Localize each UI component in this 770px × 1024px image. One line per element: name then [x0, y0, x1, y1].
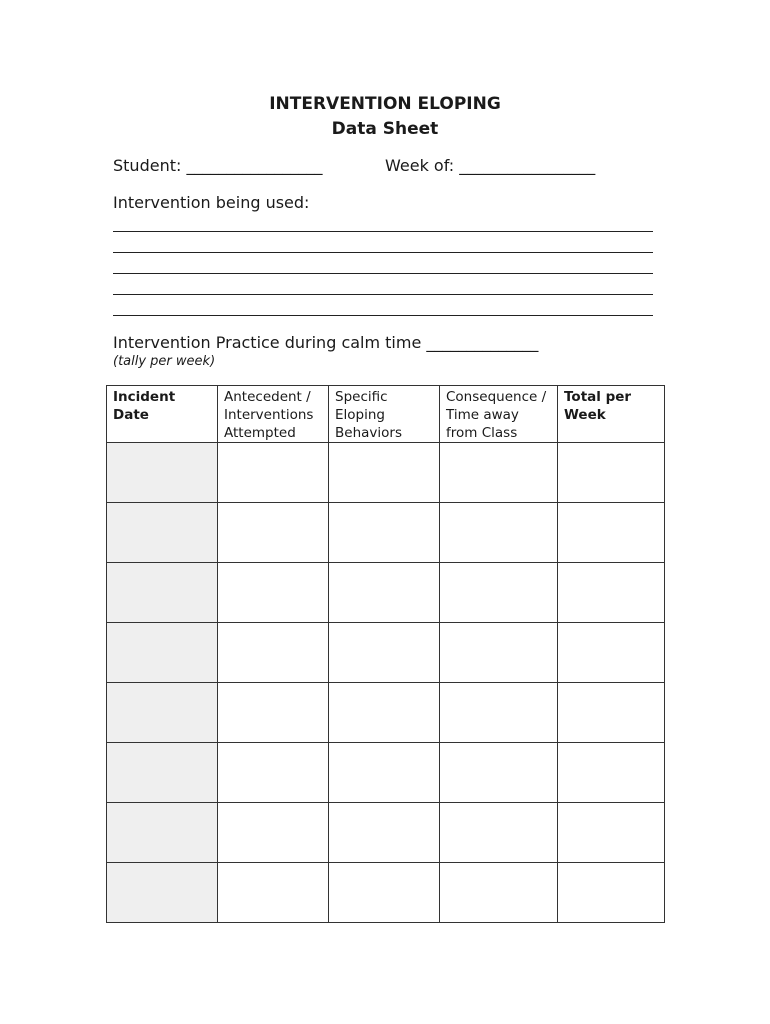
incident-date-cell[interactable] [107, 623, 218, 683]
antecedent-cell[interactable] [218, 623, 329, 683]
behaviors-cell[interactable] [329, 503, 440, 563]
total-cell[interactable] [558, 563, 665, 623]
header-antecedent [218, 386, 329, 443]
practice-field[interactable]: Intervention Practice during calm time ______________ [113, 333, 539, 352]
header-line: Time away [446, 407, 519, 423]
header-specific-behaviors [329, 386, 440, 443]
incident-table [106, 385, 665, 923]
header-line: Week [564, 407, 606, 423]
header-total-per-week [558, 386, 665, 443]
header-consequence [440, 386, 558, 443]
intervention-line-3[interactable] [113, 273, 653, 274]
tally-note: (tally per week) [113, 354, 216, 369]
table-header-row [107, 386, 665, 443]
antecedent-cell[interactable] [218, 743, 329, 803]
antecedent-cell[interactable] [218, 863, 329, 923]
consequence-cell[interactable] [440, 863, 558, 923]
incident-date-cell[interactable] [107, 803, 218, 863]
header-line: Antecedent / [224, 389, 311, 405]
incident-date-cell[interactable] [107, 563, 218, 623]
header-line: Interventions [224, 407, 314, 423]
total-cell[interactable] [558, 623, 665, 683]
consequence-cell[interactable] [440, 563, 558, 623]
table-row [107, 803, 665, 863]
incident-date-cell[interactable] [107, 743, 218, 803]
incident-date-cell[interactable] [107, 683, 218, 743]
page-subtitle: Data Sheet [331, 119, 439, 139]
antecedent-cell[interactable] [218, 443, 329, 503]
behaviors-cell[interactable] [329, 623, 440, 683]
week-of-field[interactable]: Week of: _________________ [385, 156, 596, 175]
intervention-line-4[interactable] [113, 294, 653, 295]
header-line: Attempted [224, 425, 296, 441]
intervention-used-label: Intervention being used: [113, 193, 310, 212]
table-body [107, 443, 665, 923]
page-title: INTERVENTION ELOPING [269, 94, 501, 114]
behaviors-cell[interactable] [329, 683, 440, 743]
table-row [107, 743, 665, 803]
behaviors-cell[interactable] [329, 563, 440, 623]
antecedent-cell[interactable] [218, 683, 329, 743]
total-cell[interactable] [558, 803, 665, 863]
total-cell[interactable] [558, 443, 665, 503]
consequence-cell[interactable] [440, 623, 558, 683]
antecedent-cell[interactable] [218, 563, 329, 623]
total-cell[interactable] [558, 743, 665, 803]
intervention-line-5[interactable] [113, 315, 653, 316]
table-row [107, 503, 665, 563]
total-cell[interactable] [558, 863, 665, 923]
student-field[interactable]: Student: _________________ [113, 156, 323, 175]
antecedent-cell[interactable] [218, 803, 329, 863]
consequence-cell[interactable] [440, 503, 558, 563]
table-row [107, 443, 665, 503]
table-row [107, 563, 665, 623]
consequence-cell[interactable] [440, 443, 558, 503]
header-line: from Class [446, 425, 518, 441]
antecedent-cell[interactable] [218, 503, 329, 563]
header-incident-date [107, 386, 218, 443]
behaviors-cell[interactable] [329, 743, 440, 803]
total-cell[interactable] [558, 683, 665, 743]
behaviors-cell[interactable] [329, 803, 440, 863]
table-row [107, 623, 665, 683]
behaviors-cell[interactable] [329, 443, 440, 503]
behaviors-cell[interactable] [329, 863, 440, 923]
header-line: Incident Date [113, 389, 176, 423]
incident-date-cell[interactable] [107, 863, 218, 923]
table-row [107, 863, 665, 923]
consequence-cell[interactable] [440, 683, 558, 743]
header-line: Behaviors [335, 425, 402, 441]
consequence-cell[interactable] [440, 803, 558, 863]
intervention-line-1[interactable] [113, 231, 653, 232]
header-line: Total per [564, 389, 632, 405]
consequence-cell[interactable] [440, 743, 558, 803]
total-cell[interactable] [558, 503, 665, 563]
table-row [107, 683, 665, 743]
incident-date-cell[interactable] [107, 503, 218, 563]
intervention-line-2[interactable] [113, 252, 653, 253]
header-line: Consequence / [446, 389, 547, 405]
incident-date-cell[interactable] [107, 443, 218, 503]
header-line: Specific [335, 389, 388, 405]
header-line: Eloping [335, 407, 385, 423]
